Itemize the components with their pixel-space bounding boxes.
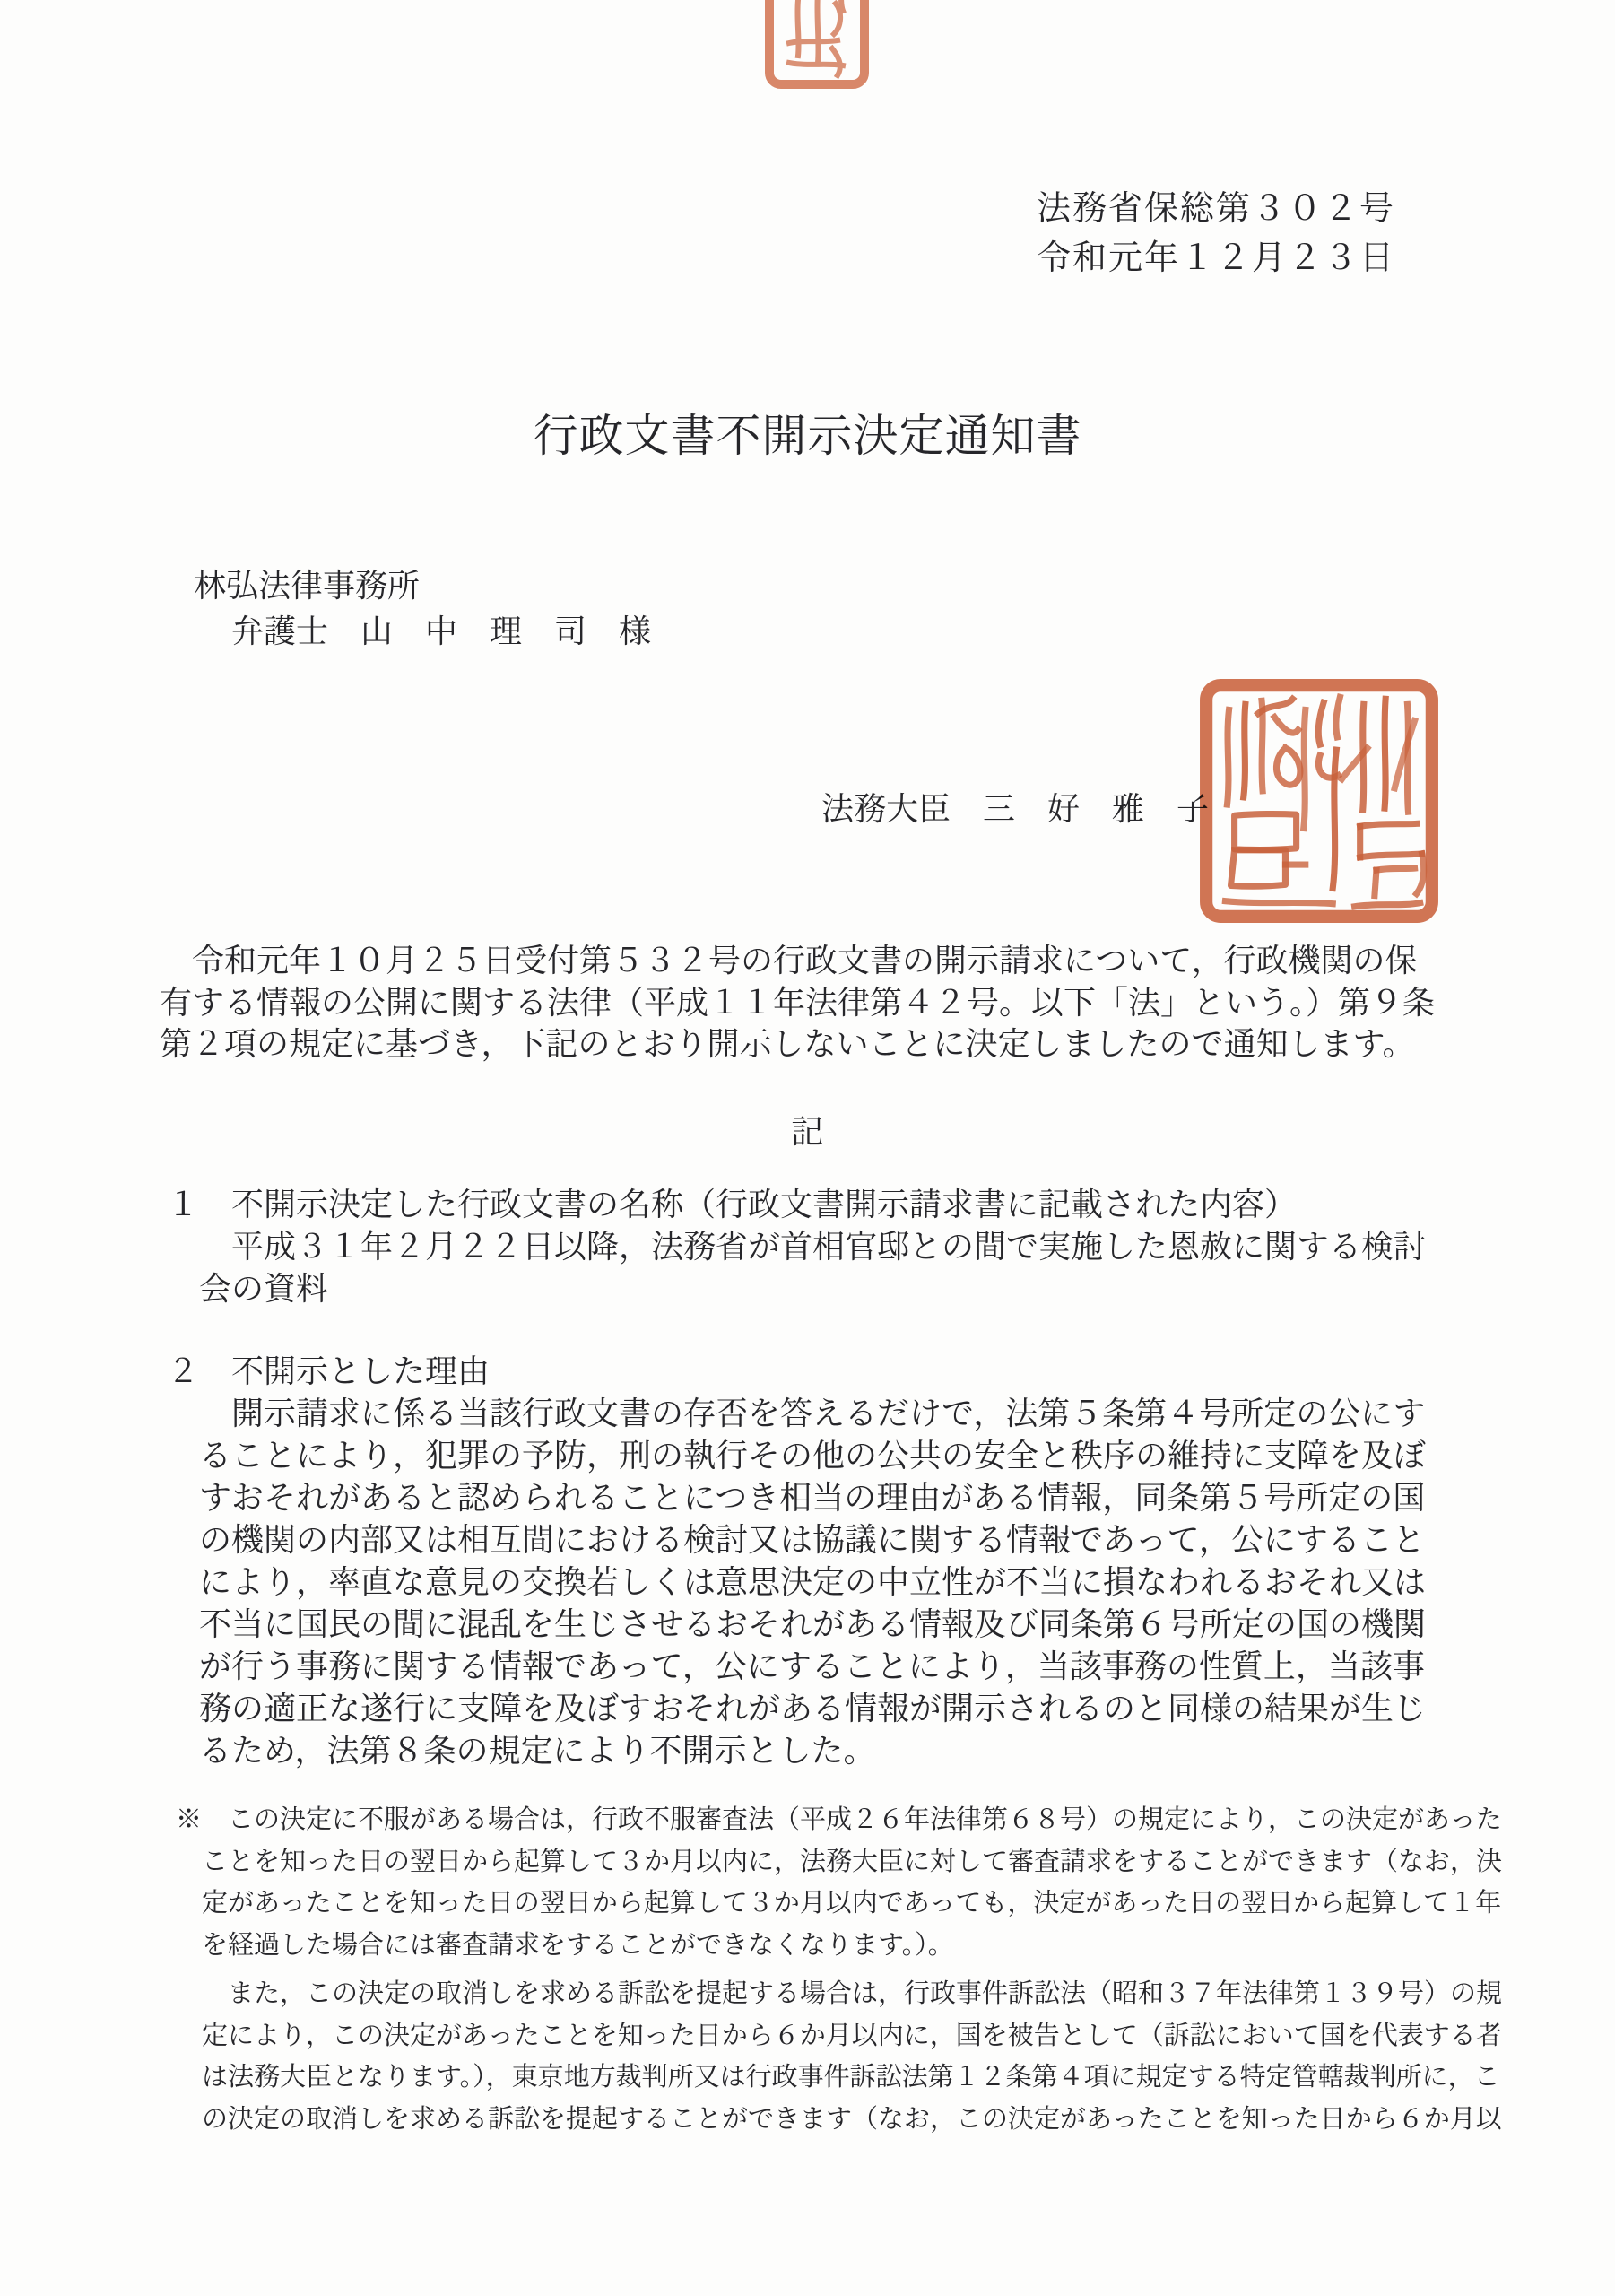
minister-seal-icon [1198,676,1440,926]
footnote-paragraph-lawsuit: また，この決定の取消しを求める訴訟を提起する場合は，行政事件訴訟法（昭和３７年法律第１３９号）の規 定により，この決定があったことを知った日から６か月以内に，国を被告として（訴訟において国を代表する者 は法務大臣となります。），東京地方裁判所又は行政事件訴訟法第１２条第４項に規定する特定管轄裁判所に，こ の決定の取消しを求める訴訟を提起することができます（なお，この決定があったことを知った日から６か月以 [176,1979,1503,2134]
addressee-person: 弁護士 山 中 理 司 様 [231,613,652,649]
doc-meta-block [1037,185,1395,283]
footnote-paragraph-review-request: ※ この決定に不服がある場合は，行政不服審査法（平成２６年法律第６８号）の規定により，この決定があった ことを知った日の翌日から起算して３か月以内に，法務大臣に対して審査請求をすることができます（なお，決 定があったことを知った日の翌日から起算して３か月以内であっても，決定があった日の翌日から起算して１年 を経過した場合には審査請求をすることができなくなります。）。 [176,1805,1503,1960]
addressee-block [194,563,651,655]
main-paragraph: 令和元年１０月２５日受付第５３２号の行政文書の開示請求について，行政機関の保 有する情報の公開に関する法律（平成１１年法律第４２号。以下「法」という。）第９条 第２項の規定に基づき，下記のとおり開示しないことに決定しましたので通知します。 [160,943,1436,1062]
doc-number: 法務省保総第３０２号 [1037,190,1396,228]
item-1-document-name: １ 不開示決定した行政文書の名称（行政文書開示請求書に記載された内容） 平成３１年２月２２日以降，法務省が首相官邸との間で実施した恩赦に関する検討 会の資料 [167,1187,1427,1307]
footnote-block [176,1799,1502,2140]
sender-minister-line: 法務大臣 三 好 雅 子 [821,791,1210,827]
page-title: 行政文書不開示決定通知書 [533,411,1082,461]
doc-date: 令和元年１２月２３日 [1037,239,1396,277]
ki-heading: 記 [791,1114,824,1150]
header-stamp-icon [760,0,873,93]
item-2-reason: ２ 不開示とした理由 開示請求に係る当該行政文書の存否を答えるだけで，法第５条第４号所定の公にす ることにより，犯罪の予防，刑の執行その他の公共の安全と秩序の維持に支障を及ぼ すおそれがあると認められることにつき相当の理由がある情報，同条第５号所定の国 の機関の内部又は相互間における検討又は協議に関する情報であって，公にすること により，率直な意見の交換若しくは意思決定の中立性が不当に損なわれるおそれ又は 不当に国民の間に混乱を生じさせるおそれがある情報及び同条第６号所定の国の機関 が行う事務に関する情報であって，公にすることにより，当該事務の性質上，当該事 務の適正な遂行に支障を及ぼすおそれがある情報が開示されるのと同様の結果が生じ るため，法第８条の規定により不開示とした。 [167,1353,1427,1769]
addressee-office: 林弘法律事務所 [194,568,421,604]
